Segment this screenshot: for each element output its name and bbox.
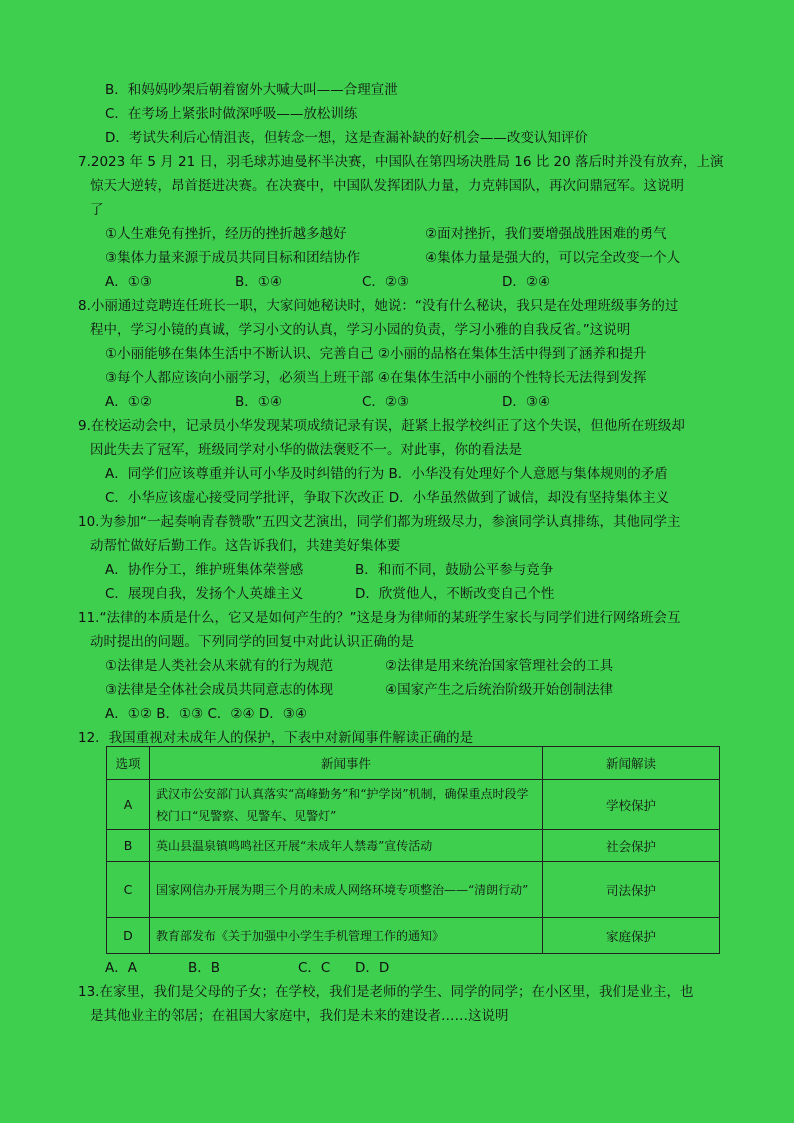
table-row	[107, 918, 720, 954]
row-reading: 司法保护	[543, 862, 720, 918]
row-event: 英山县温泉镇鸣鸣社区开展“未成年人禁毒”宣传活动	[150, 830, 543, 862]
text-line: B．B	[188, 960, 221, 976]
row-option: B	[107, 830, 150, 862]
text-line: D．③④	[502, 394, 551, 410]
text-line: B．和妈妈吵架后朝着窗外大喊大叫——合理宣泄	[105, 82, 398, 98]
text-line: 8.小丽通过竞聘连任班长一职，大家问她秘诀时，她说：“没有什么秘诀，我只是在处理班级事务的过	[78, 298, 679, 314]
text-line: A．A	[105, 960, 137, 976]
news-table	[106, 746, 720, 954]
row-reading: 家庭保护	[543, 918, 720, 954]
header-reading: 新闻解读	[543, 747, 720, 780]
text-line: 9.在校运动会中，记录员小华发现某项成绩记录有误，赶紧上报学校纠正了这个失误，但他所在班级却	[78, 418, 685, 434]
row-event: 教育部发布《关于加强中小学生手机管理工作的通知》	[150, 918, 543, 954]
text-line: D．欣赏他人，不断改变自己个性	[355, 586, 555, 602]
text-line: A．①② B．①③ C．②④ D．③④	[105, 706, 308, 722]
text-line: ①小丽能够在集体生活中不断认识、完善自己 ②小丽的品格在集体生活中得到了涵养和提升	[105, 346, 647, 362]
row-option: C	[107, 862, 150, 918]
row-event: 武汉市公安部门认真落实“高峰勤务”和“护学岗”机制，确保重点时段学校门口“见警察、见警车、见警灯”	[150, 780, 543, 830]
text-line: D．考试失利后心情沮丧，但转念一想，这是查漏补缺的好机会——改变认知评价	[105, 130, 588, 146]
text-line: ②法律是用来统治国家管理社会的工具	[385, 658, 614, 674]
row-option: D	[107, 918, 150, 954]
text-line: D．②④	[502, 274, 551, 290]
text-line: 因此失去了冠军，班级同学对小华的做法褒贬不一。对此事，你的看法是	[90, 442, 522, 458]
text-line: A．同学们应该尊重并认可小华及时纠错的行为 B．小华没有处理好个人意愿与集体规则的矛盾	[105, 466, 668, 482]
text-line: C．小华应该虚心接受同学批评，争取下次改正 D．小华虽然做到了诚信，却没有坚持集体主义	[105, 490, 670, 506]
text-line: 了	[90, 202, 104, 218]
text-line: C．在考场上紧张时做深呼吸——放松训练	[105, 106, 358, 122]
text-line: 7.2023 年 5 月 21 日，羽毛球苏迪曼杯半决赛，中国队在第四场决胜局 16 比 20 落后时并没有放弃，上演	[78, 154, 724, 170]
table-row	[107, 862, 720, 918]
text-line: D．D	[355, 960, 390, 976]
text-line: ③每个人都应该向小丽学习，必须当上班干部 ④在集体生活中小丽的个性特长无法得到发挥	[105, 370, 647, 386]
text-line: ④集体力量是强大的，可以完全改变一个人	[425, 250, 681, 266]
text-line: 12．我国重视对未成年人的保护，下表中对新闻事件解读正确的是	[78, 730, 474, 746]
table-header-row	[107, 747, 720, 780]
row-reading: 社会保护	[543, 830, 720, 862]
text-line: ③法律是全体社会成员共同意志的体现	[105, 682, 334, 698]
text-line: ①人生难免有挫折，经历的挫折越多越好	[105, 226, 347, 242]
text-line: 13.在家里，我们是父母的子女；在学校，我们是老师的学生、同学的同学；在小区里，我们是业主，也	[78, 984, 694, 1000]
text-line: 程中，学习小镜的真诚，学习小文的认真，学习小园的负责，学习小雅的自我反省。”这说明	[90, 322, 631, 338]
row-reading: 学校保护	[543, 780, 720, 830]
text-line: C．②③	[362, 394, 410, 410]
row-event: 国家网信办开展为期三个月的未成人网络环境专项整治——“清朗行动”	[150, 862, 543, 918]
text-line: A．①②	[105, 394, 152, 410]
text-line: A．协作分工，维护班集体荣誉感	[105, 562, 304, 578]
text-line: A．①③	[105, 274, 152, 290]
table-row	[107, 780, 720, 830]
text-line: 动时提出的问题。下列同学的回复中对此认识正确的是	[90, 634, 414, 650]
text-line: 11.“法律的本质是什么，它又是如何产生的？”这是身为律师的某班学生家长与同学们进行网络班会互	[78, 610, 681, 626]
text-line: C．展现自我，发扬个人英雄主义	[105, 586, 304, 602]
text-line: 是其他业主的邻居；在祖国大家庭中，我们是未来的建设者……这说明	[90, 1008, 509, 1024]
text-line: ③集体力量来源于成员共同目标和团结协作	[105, 250, 361, 266]
header-option: 选项	[107, 747, 150, 780]
text-line: 动帮忙做好后勤工作。这告诉我们，共建美好集体要	[90, 538, 401, 554]
table-row	[107, 830, 720, 862]
text-line: 10.为参加“一起奏响青春赞歌”五四文艺演出，同学们都为班级尽力，参演同学认真排练，其他同学主	[78, 514, 681, 530]
text-line: 惊天大逆转，昂首挺进决赛。在决赛中，中国队发挥团队力量，力克韩国队，再次问鼎冠军。这说明	[90, 178, 684, 194]
header-event: 新闻事件	[150, 747, 543, 780]
text-line: C．C	[298, 960, 331, 976]
text-line: ②面对挫折，我们要增强战胜困难的勇气	[425, 226, 667, 242]
text-line: B．和而不同，鼓励公平参与竞争	[355, 562, 554, 578]
text-line: C．②③	[362, 274, 410, 290]
text-line: B．①④	[235, 274, 282, 290]
row-option: A	[107, 780, 150, 830]
text-line: ①法律是人类社会从来就有的行为规范	[105, 658, 334, 674]
text-line: ④国家产生之后统治阶级开始创制法律	[385, 682, 614, 698]
text-line: B．①④	[235, 394, 282, 410]
